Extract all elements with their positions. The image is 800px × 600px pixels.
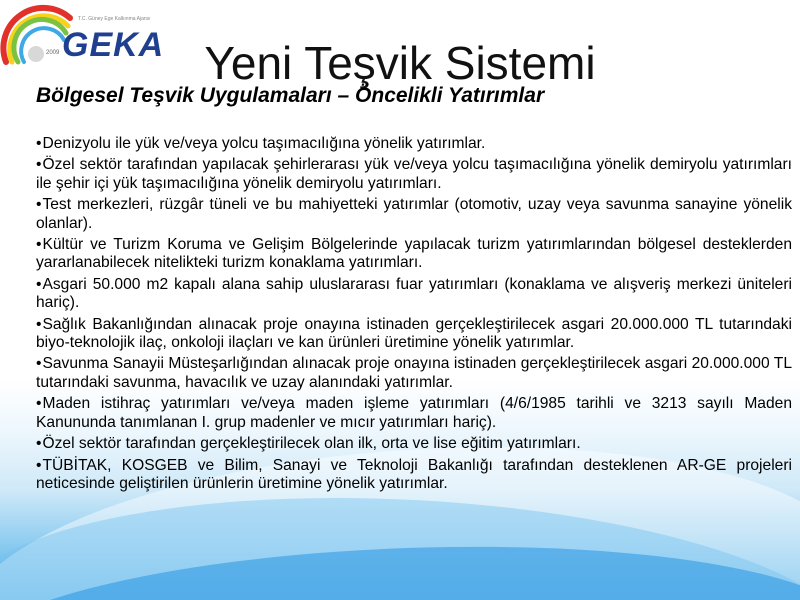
bullet-icon: • (36, 435, 42, 453)
bullet-icon: • (36, 355, 42, 373)
bullet-icon: • (36, 275, 42, 293)
list-item (36, 435, 792, 453)
list-item-text: Sağlık Bakanlığından alınacak proje onayına istinaden gerçekleştirilecek asgari 20.000.000 TL tutarındaki biyo-teknolojik ilaç, onkoloji ilaçları ve kan ürünleri üretimine yönelik yatırımlar. (36, 315, 792, 352)
list-item (36, 457, 792, 494)
list-item-text: Kültür ve Turizm Koruma ve Gelişim Bölgelerinde yapılacak turizm yatırımlarından bölgesel desteklerden yararlanabilecek nitelikteki turizm konaklama yatırımları. (36, 236, 792, 272)
bullet-icon: • (36, 156, 42, 174)
logo-tagline: T.C. Güney Ege Kalkınma Ajansı (78, 16, 151, 22)
bullet-icon: • (36, 236, 42, 254)
list-item-text: Test merkezleri, rüzgâr tüneli ve bu mahiyetteki yatırımlar (otomotiv, uzay veya savunma sanayine yönelik olanlar). (36, 196, 792, 232)
list-item (36, 196, 792, 233)
list-item-text: Asgari 50.000 m2 kapalı alana sahip uluslararası fuar yatırımları (konaklama ve alışveriş merkezi üniteleri hariç). (36, 275, 792, 312)
list-item-text: Maden istihraç yatırımları ve/veya maden işleme yatırımları (4/6/1985 tarihli ve 3213 sayılı Maden Kanununda tanımlanan I. grup madenler ve mıcır yatırımları hariç). (36, 395, 792, 431)
slide-title: Yeni Teşvik Sistemi (204, 37, 596, 89)
bullet-icon: • (36, 135, 42, 152)
logo-year: 2009 (46, 50, 60, 56)
list-item-text: Özel sektör tarafından yapılacak şehirlerarası yük ve/veya yolcu taşımacılığına yönelik demiryolu yatırımları ile şehir içi yük taşımacılığına yönelik demiryolu yatırımları. (36, 156, 792, 192)
bullet-list (36, 135, 792, 496)
list-item-text: TÜBİTAK, KOSGEB ve Bilim, Sanayi ve Teknoloji Bakanlığı tarafından desteklenen AR-GE projeleri neticesinde geliştirilen ürünlerin üretimine yönelik yatırımlar. (36, 456, 792, 492)
list-item (36, 135, 792, 153)
list-item-text: Denizyolu ile yük ve/veya yolcu taşımacılığına yönelik yatırımlar. (42, 135, 486, 152)
list-item (36, 355, 792, 392)
list-item (36, 156, 792, 193)
slide-subtitle: Bölgesel Teşvik Uygulamaları – Öncelikli Yatırımlar (36, 84, 545, 107)
list-item (36, 236, 792, 273)
list-item-text: Savunma Sanayii Müsteşarlığından alınacak proje onayına istinaden gerçekleştirilecek asgari 20.000.000 TL tutarındaki savunma, havacılık ve uzay alanındaki yatırımlar. (36, 355, 792, 391)
bullet-icon: • (36, 196, 42, 214)
logo-wordmark: GEKA (62, 26, 165, 64)
list-item-text: Özel sektör tarafından gerçekleştirilecek olan ilk, orta ve lise eğitim yatırımları. (42, 435, 581, 453)
list-item (36, 395, 792, 432)
bullet-icon: • (36, 395, 42, 413)
bullet-icon: • (36, 456, 42, 474)
background-wave (0, 532, 800, 600)
list-item (36, 276, 792, 313)
list-item (36, 316, 792, 353)
bullet-icon: • (36, 315, 42, 333)
